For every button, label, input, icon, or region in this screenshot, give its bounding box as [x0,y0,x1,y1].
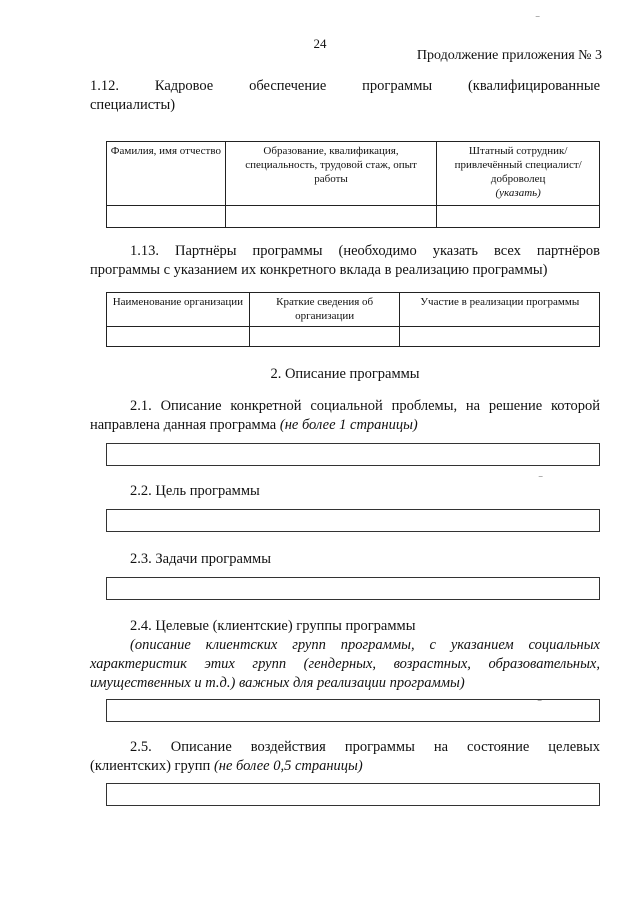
section-2-3-text: 2.3. Задачи программы [130,551,271,567]
staff-table-empty-row [107,206,600,228]
section-2-2-text: 2.2. Цель программы [130,483,260,499]
section-2-3-answer-box[interactable] [106,577,600,600]
section-1-12-line1 [90,77,600,96]
partners-table-cell[interactable] [400,327,600,347]
partners-table [106,292,600,347]
section-1-13-line1-text: 1.13. Партнёры программы (необходимо указать всех партнёров [130,243,600,259]
staff-table-header-status-text: Штатный сотрудник/ привлечённый специалист/ доброволец [454,145,582,185]
section-1-12-word-1: Кадровое [154,78,214,94]
section-2-4-note-line1 [90,636,600,655]
partners-table-cell[interactable] [107,327,250,347]
staff-table-header-status-hint: (указать) [495,187,541,199]
staff-table-header-status [437,142,600,206]
section-2-3-heading [90,550,600,569]
section-2-1-line1-text: 2.1. Описание конкретной социальной проблемы, на решение которой [130,398,600,414]
scan-speck: ⁻ [537,698,543,709]
section-2-1-heading [90,397,600,435]
scan-speck: ⁻ [535,14,541,25]
section-2-1-line2 [90,416,600,435]
section-2-1-limit-note: (не более 1 страницы) [279,417,418,433]
section-2-5-line1-text: 2.5. Описание воздействия программы на состояние целевых [130,739,600,755]
section-2-title: 2. Описание программы [270,366,420,382]
page-number: 24 [313,36,327,51]
partners-table-header-name: Наименование организации [107,293,250,327]
staff-table-cell[interactable] [225,206,437,228]
section-2-4-note-line1-text: (описание клиентских групп программы, с указанием социальных [130,637,600,653]
section-2-1-answer-box[interactable] [106,443,600,466]
section-2-5-limit-note: (не более 0,5 страницы) [213,758,363,774]
section-2-4-note-line3: имущественных и т.д.) важных для реализации программы) [90,675,465,691]
staff-table-cell[interactable] [107,206,226,228]
partners-table-cell[interactable] [249,327,400,347]
section-2-1-line2-text: направлена данная программа [90,417,280,433]
staff-table [106,141,600,228]
section-1-12-word-2: обеспечение [249,78,327,94]
section-1-13-line1 [90,242,600,261]
staff-table-header-row [107,142,600,206]
section-2-4-text: 2.4. Целевые (клиентские) группы программы [130,618,416,634]
section-2-5-answer-box[interactable] [106,783,600,806]
partners-table-header-row [107,293,600,327]
section-2-5-heading [90,738,600,776]
section-2-5-line2 [90,757,600,776]
staff-table-header-name: Фамилия, имя отчество [107,142,226,206]
partners-table-empty-row [107,327,600,347]
section-1-12-word-4: (квалифицированные [467,78,601,94]
partners-table-header-info: Краткие сведения об организации [249,293,400,327]
section-1-12-word-3: программы [362,78,433,94]
section-1-13-heading [90,242,600,280]
section-2-2-heading [90,482,600,501]
section-2-5-line1 [90,738,600,757]
section-1-12-number: 1.12. [90,78,119,94]
section-2-2-answer-box[interactable] [106,509,600,532]
section-2-1-line1 [90,397,600,416]
section-1-12-heading [90,77,600,115]
partners-table-header-participation: Участие в реализации программы [400,293,600,327]
section-2-4-answer-box[interactable] [106,699,600,722]
section-1-13-line2: программы с указанием их конкретного вклада в реализацию программы) [90,262,548,278]
appendix-continuation-note: Продолжение приложения № 3 [416,48,602,63]
section-1-12-line2: специалисты) [90,97,176,113]
staff-table-cell[interactable] [437,206,600,228]
section-2-4-note-line2: характеристик этих групп (гендерных, возрастных, образовательных, [90,656,600,672]
staff-table-header-education: Образование, квалификация, специальность, трудовой стаж, опыт работы [225,142,437,206]
section-2-4-line1 [90,617,600,636]
section-2-4-heading [90,617,600,693]
scan-speck: ⁻ [538,474,544,485]
section-2-5-line2-text: (клиентских) групп [90,758,214,774]
